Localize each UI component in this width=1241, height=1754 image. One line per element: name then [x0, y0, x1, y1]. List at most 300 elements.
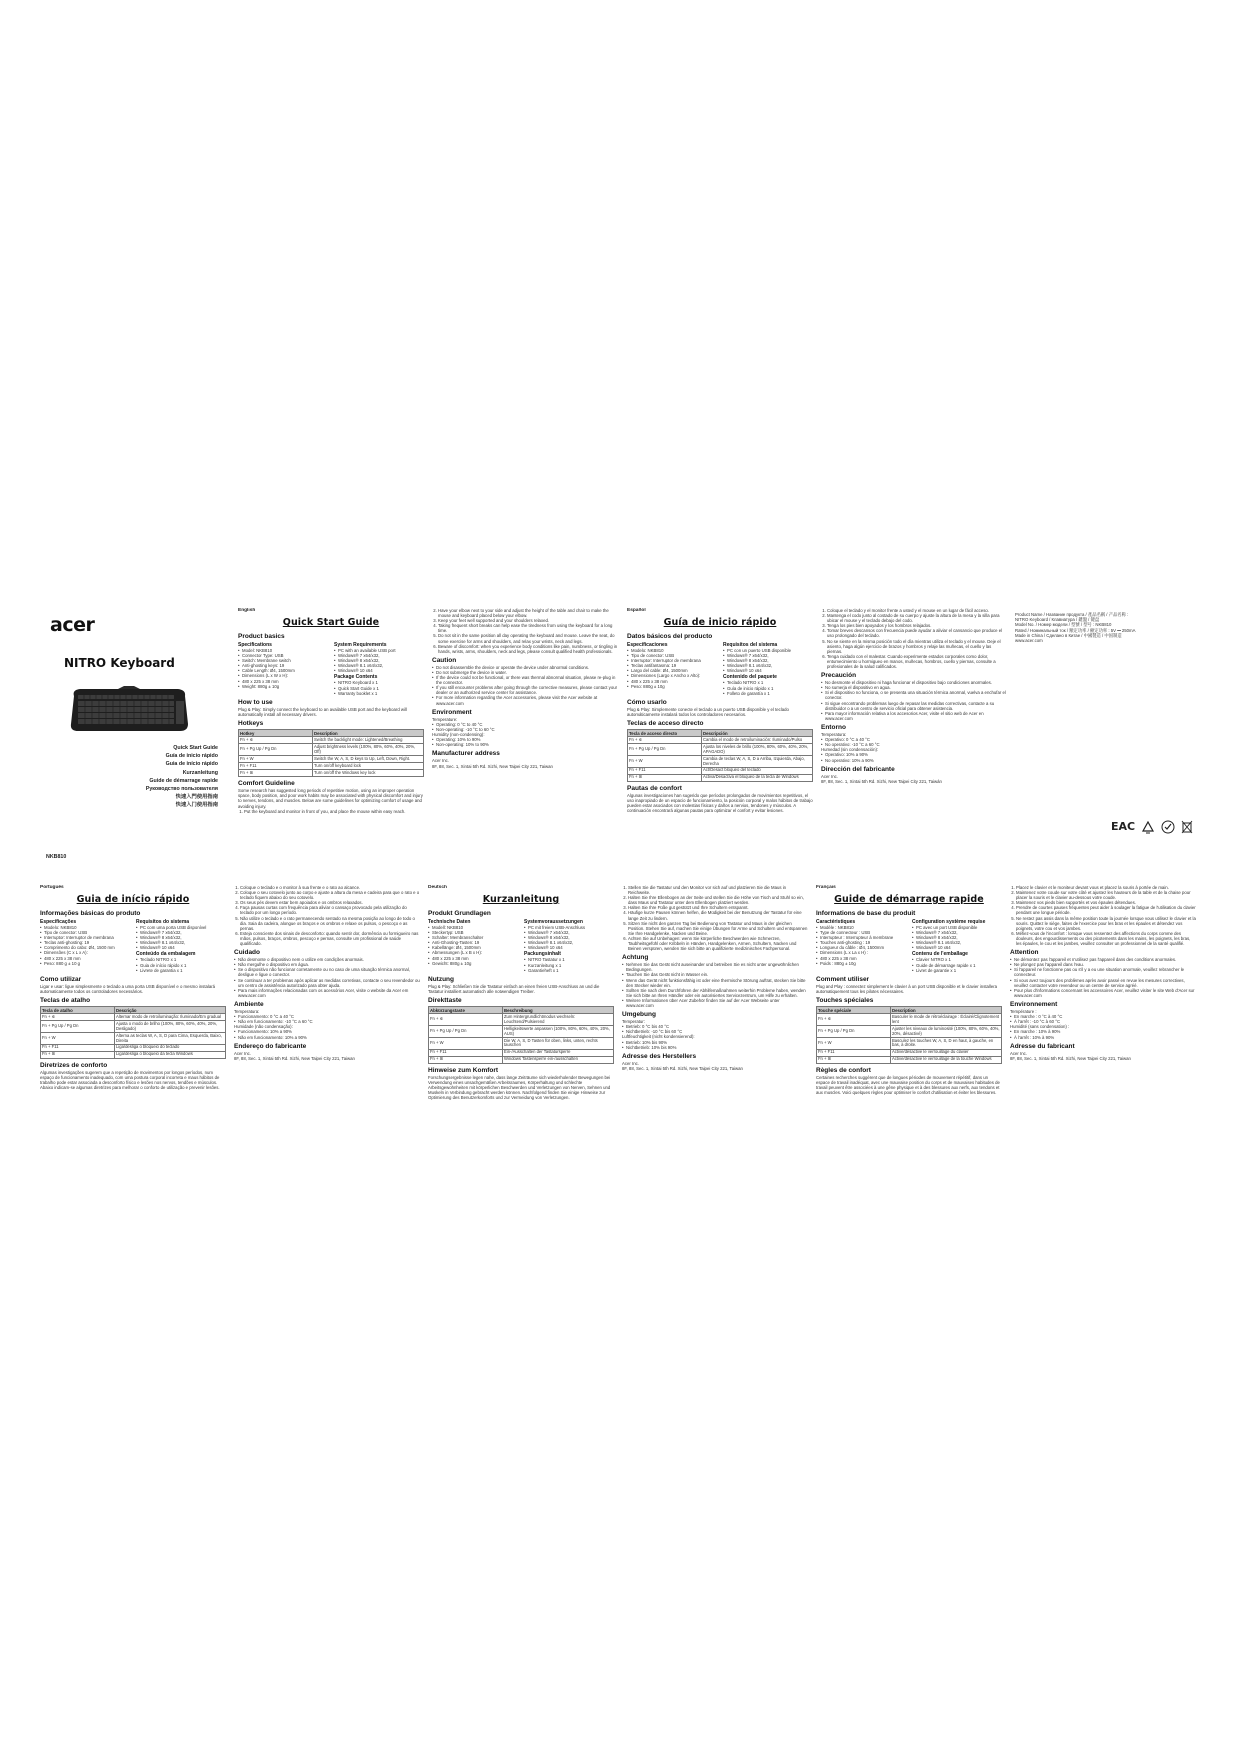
section-heading: Informações básicas do produto	[40, 910, 141, 917]
table-cell: Basculez les touches W, A, S, D en haut, à gauche, en bas, à droite.	[891, 1037, 1002, 1049]
list-item: • Interruptor: Interruptor de membrana	[40, 935, 130, 940]
list-item: • No operativo: -10 °C a 60 °C	[821, 742, 1007, 747]
list-item: • Betrieb: 10% bis 90%	[622, 1040, 808, 1045]
table-row	[628, 756, 813, 768]
table-cell: Fn + Pg Up / Pg Dn	[628, 744, 702, 756]
table-header: Abkürzungstaste	[429, 1007, 503, 1014]
sysreq-list	[723, 648, 813, 673]
table-cell: Fn + Pg Up / Pg Dn	[429, 1026, 503, 1038]
list-item: • Betrieb: 0 °C bis 40 °C	[622, 1024, 808, 1029]
list-item: • Windows® 10 x64	[912, 945, 1002, 950]
list-item: • Dimensiones (Largo x Ancho x Alto):	[627, 673, 717, 678]
table-row	[817, 1049, 1002, 1056]
environment-list	[432, 722, 618, 732]
table-row	[41, 1051, 226, 1058]
list-item: • Non-operating: 10% to 90%	[432, 742, 618, 747]
list-item: • Guia de início rápido x 1	[136, 963, 226, 968]
package-list	[524, 957, 614, 972]
manufacturer-address: Acer Inc. 8F, 88, Sec. 1, Xintai 5th Rd. Xizhi, New Taipei City 221, Taiwan	[1010, 1050, 1131, 1061]
list-item: • À l'arrêt : -10 °C à 60 °C	[1010, 1019, 1196, 1024]
paragraph: Certaines recherches suggèrent que de longues périodes de mouvement répétitif, dans un espace de travail inadéquat, avec une mauvaise position du corps et de mauvaises habitudes de travail peuvent être associées à une gêne physique et à des blessures aux nerfs, aux tendons et aux muscles. Voici quelques règles pour optimiser le confort d'utilisation et éviter les blessures.	[816, 1074, 1000, 1096]
section-heading: Comment utiliser	[816, 975, 870, 983]
environment-list	[622, 1040, 808, 1050]
language-label: English	[238, 608, 256, 613]
list-item: • Si vous avez toujours des problèmes après avoir passé en revue les mesures correctives, veuillez contacter votre revendeur ou un centre de service agréé.	[1010, 978, 1196, 988]
comfort-list	[622, 885, 808, 951]
list-item: 5. Do not sit in the same position all day operating the keyboard and mouse. Leave the seat, do some exercise for arms and shoulders, and relax your wrists, neck and legs.	[438, 633, 618, 643]
french-panel-2	[1010, 885, 1196, 1148]
section-heading: Comfort Guideline	[238, 780, 295, 788]
list-item: • Windows® 8 x64/x32,	[136, 935, 226, 940]
list-item: • Model: NKB810	[238, 648, 328, 653]
list-item: • Interrupteur : Interrupteur à membrane	[816, 935, 906, 940]
bottom-sheet	[40, 885, 1204, 1148]
package-list	[723, 680, 813, 695]
section-heading: Hinweise zum Komfort	[428, 1066, 499, 1074]
table-cell: Windows Tastensperre ein-/ausschalten	[503, 1056, 614, 1063]
paragraph: Temperatura:	[234, 1008, 260, 1014]
list-item: • Peso: 880g ± 10g	[627, 684, 717, 689]
language-label: Português	[40, 885, 64, 890]
list-item: • Dimensions (L x W x H):	[238, 673, 328, 678]
list-item: 4. Prendre de courtes pauses fréquentes peut aider à soulager la fatigue de l'utilisation du clavier pendant une longue période.	[1016, 905, 1196, 915]
list-item: • 480 x 225 x 38 mm	[816, 956, 906, 961]
list-item: • Nichtbetrieb: -10 °C bis 60 °C	[622, 1029, 808, 1034]
list-item: • Anti-Ghosting-Tasten: 19	[428, 940, 518, 945]
table-cell: Cambia el modo de retroiluminación: Iluminado/Pulso	[702, 737, 813, 744]
german-panel-2	[622, 885, 808, 1148]
table-row	[429, 1014, 614, 1026]
table-cell: Alterna as teclas W, A, S, D para Cima, Esquerda, Baixo, Direita	[115, 1033, 226, 1045]
spec-columns	[238, 641, 424, 696]
list-item: • 480 x 225 x 38 mm	[238, 679, 328, 684]
list-item: 4. Tomar breves descansos con frecuencia puede ayudar a aliviar el cansancio que produce el uso prolongado del teclado.	[827, 628, 1007, 638]
list-item: • Livrete de garantia x 1	[136, 968, 226, 973]
section-heading: Como utilizar	[40, 975, 82, 983]
list-item: • Operativo: 10% a 90%	[821, 752, 1007, 757]
table-cell: Fn + W	[817, 1037, 891, 1049]
list-item: • Se o dispositivo não funcionar corretamente ou no caso de uma situação térmica anormal, desligue e ligue o conector.	[234, 967, 420, 977]
guide-title: 快速入門使用指南	[175, 794, 218, 801]
table-header: Touche spéciale	[817, 1007, 891, 1014]
guide-title: Guía de inicio rápido	[663, 617, 777, 628]
portuguese-panel-2	[234, 885, 420, 1148]
caution-list	[1010, 957, 1196, 998]
list-item: 2. Maintenez votre coude sur votre côté et ajustez les hauteurs de la table et de la chaise pour placer la souris et le clavier au-dessous votre coude.	[1016, 890, 1196, 900]
table-cell: Fn + W	[41, 1033, 115, 1045]
hotkey-table	[428, 1006, 614, 1064]
list-item: • Windows® 8 x64/x32,	[912, 935, 1002, 940]
list-item: • Windows® 7 x64/x32,	[524, 930, 614, 935]
hotkey-table	[627, 729, 813, 782]
product-info-line: Rated / Номинальный ток / 額定功率 / 额定功率 : 5V ⎓ 250mA	[1015, 627, 1136, 633]
table-row	[817, 1056, 1002, 1063]
list-item: • Teclado NITRO x 1	[723, 680, 813, 685]
list-item: • Teclas antifantasma: 19	[627, 663, 717, 668]
list-item: 4. Häufige kurze Pausen können helfen, die Müdigkeit bei der Benutzung der Tastatur für eine lange Zeit zu lindern.	[628, 910, 808, 920]
guide-title: Quick Start Guide	[173, 745, 218, 751]
list-item: • Teclas anti-ghosting: 19	[40, 940, 130, 945]
list-item: • Dimensões (C x L x A):	[40, 950, 130, 955]
section-heading: Cómo usarlo	[627, 698, 667, 706]
table-cell: Fn + ✲	[429, 1014, 503, 1026]
list-item: 3. Keep your feet well supported and your shoulders relaxed.	[438, 618, 618, 623]
list-item: • Operating: 10% to 90%	[432, 737, 618, 742]
manufacturer-address: Acer Inc. 8F, 88, Sec. 1, Xintai 5th Rd. Xizhi, New Taipei City 221, Taiwan	[622, 1060, 743, 1072]
list-item: • Windows® 7 x64/x32,	[912, 930, 1002, 935]
list-item: • Funcionamento: 0 °C a 40 °C	[234, 1014, 420, 1019]
recycle-icon	[1141, 821, 1155, 834]
manufacturer-address: Acer Inc. 8F, 88, Sec. 1, Xintai 5th Rd. Xizhi, New Taipei City 221, Taiwán	[821, 773, 942, 784]
list-item: 4. Faça pausas curtas com frequência para aliviar o cansaço provocado pela utilização do teclado por um longo período.	[240, 905, 420, 915]
list-item: • PC con un puerto USB disponible	[723, 648, 813, 653]
table-row	[628, 744, 813, 756]
list-item: • Tipo de conector: USB	[627, 653, 717, 658]
table-header: Tecla de atalho	[41, 1007, 115, 1014]
section-heading: Direkttaste	[428, 997, 462, 1005]
list-item: • Windows® 8 x64/x32,	[334, 658, 424, 663]
list-item: • If the device could not be functional, or there was thermal abnormal situation, please re-plug in the connector.	[432, 675, 618, 685]
list-item: • 480 x 225 x 38 mm	[40, 956, 130, 961]
list-item: • Garantieheft x 1	[524, 968, 614, 973]
guide-title: Руководство пользователя	[145, 786, 218, 793]
table-cell: Fn + F11	[817, 1049, 891, 1056]
spec-columns	[428, 918, 614, 973]
table-cell: Fn + F11	[429, 1049, 503, 1056]
paragraph: Ligar e usar: ligue simplesmente o teclado a uma porta USB disponível e o mesmo instalará automaticamente todos os controladores necessários.	[40, 983, 216, 994]
list-item: • Tipo de conector: USB	[40, 930, 130, 935]
product-info-line: NITRO Keyboard / Клавиатура / 鍵盤 / 键盘	[1015, 617, 1100, 623]
comfort-list	[234, 885, 420, 946]
list-item: • Windows® 8 x64/x32,	[723, 658, 813, 663]
section-heading: Adresse des Herstellers	[622, 1052, 697, 1060]
table-cell: Ajuster les niveaux de luminosité (100%, 80%, 60%, 40%, 20%, désactivé)	[892, 1025, 1000, 1036]
sub-heading: Requisitos del sistema	[723, 642, 778, 648]
list-item: • Kurzanleitung x 1	[524, 963, 614, 968]
environment-list	[432, 737, 618, 747]
section-heading: Hotkeys	[238, 720, 264, 728]
table-row	[628, 774, 813, 781]
table-cell: Die W, A, S, D Tasten für oben, links, unten, rechts tauschen	[503, 1037, 614, 1049]
package-list	[912, 957, 1002, 972]
list-item: • Tauchen Sie das Gerät nicht in Wasser ein.	[622, 972, 808, 977]
table-cell: Liga/desliga o bloqueio do teclado	[115, 1044, 226, 1051]
guide-title-list	[146, 744, 218, 810]
list-item: 4. Taking frequent short breaks can help ease the tiredness from using the keyboard for a long time.	[438, 623, 618, 633]
section-heading: Dirección del fabricante	[821, 765, 895, 773]
list-item: • No sumerja el dispositivo en agua.	[821, 685, 1007, 690]
cover-panel	[40, 608, 226, 871]
list-item: 2. Halten Sie Ihre Ellenbogen an der Seite und stellen Sie die Höhe von Tisch und Stuhl so ein, dass Maus und Tastatur unter dem Ellenbogen platziert werden.	[628, 895, 808, 905]
product-title: NITRO Keyboard	[64, 656, 175, 670]
german-panel-1	[428, 885, 614, 1148]
table-row	[239, 737, 424, 744]
manufacturer-address: Acer Inc. 8F, 88, Sec. 1, Xintai 5th Rd. Xizhi, New Taipei City 221, Taiwan	[234, 1050, 355, 1061]
table-cell: Fn + F11	[628, 767, 702, 774]
paragraph: Some research has suggested long periods of repetitive motion, using an improper operation space, body position, and poor work habits may be associated with physical discomfort and injury to nerves, tendons, and muscles. Below are some guidelines for optimizing comfort of usage and avoiding injury.	[238, 788, 423, 809]
list-item: • PC mit freiem USB-Anschluss	[524, 925, 614, 930]
list-item: • No desmonte el dispositivo ni haga funcionar el dispositivo bajo condiciones anormales.	[821, 680, 1007, 685]
section-heading: Teclas de atalho	[40, 997, 91, 1005]
table-row	[239, 763, 424, 770]
hotkey-table	[238, 729, 424, 777]
package-list	[136, 957, 226, 972]
environment-list	[234, 1014, 420, 1024]
table-row	[41, 1044, 226, 1051]
list-item: • Operativo: 0 °C a 40 °C	[821, 737, 1007, 742]
list-item: • Poids : 880g ± 10g	[816, 961, 906, 966]
section-heading: Cuidado	[234, 949, 260, 957]
list-item: • NITRO Keyboard x 1	[334, 680, 424, 685]
list-item: 6. Méfiez-vous de l'inconfort : lorsque vous ressentez des affections du corps comme des douleurs, des engourdissements ou des picotements dans les mains, les poignets, les bras, les épaules, le cou et les jambes, veuillez consulter un professionnel de la santé qualifié.	[1016, 931, 1196, 946]
list-item: 1. Placez le clavier et le moniteur devant vous et placez la souris à portée de main.	[1016, 885, 1196, 890]
section-heading: Umgebung	[622, 1011, 656, 1019]
list-item: • Modelo: NKB810	[627, 648, 717, 653]
list-item: • Guide de démarrage rapide x 1	[912, 963, 1002, 968]
section-heading: Produkt Grundlagen	[428, 910, 491, 917]
environment-list	[821, 737, 1007, 747]
paragraph: Luftfeuchtigkeit (nicht kondensierend):	[622, 1034, 695, 1040]
guide-title: 快速入门使用指南	[175, 802, 218, 809]
paragraph: Humidity (non-condensing):	[432, 731, 485, 737]
table-cell: Fn + Pg Up / Pg Dn	[41, 1021, 115, 1033]
spec-list	[627, 648, 717, 689]
table-row	[817, 1014, 1002, 1026]
list-item: • 480 x 225 x 38 mm	[627, 679, 717, 684]
list-item: • Windows® 8.1 x64/x32,	[136, 940, 226, 945]
table-cell: Switch the backlight mode: Lightened/Breathing	[313, 737, 424, 744]
list-item: • Dimensions (L x La x H) :	[816, 950, 906, 955]
table-cell: Fn + ⊞	[628, 774, 702, 781]
sysreq-list	[524, 925, 614, 950]
paragraph: Température :	[1010, 1008, 1037, 1014]
table-header: Description	[313, 730, 424, 737]
french-panel-1	[816, 885, 1002, 1148]
list-item: • Não desmonte o dispositivo nem o utilize em condições anormais.	[234, 957, 420, 962]
list-item: 5. No se siente en la misma posición todo el día mientras utiliza el teclado y el mouse. Deje el asiento, haga algún ejercicio de brazos y hombros y relaje las muñecas, el cuello y las piernas.	[827, 639, 1007, 654]
spec-columns	[40, 918, 226, 973]
sub-heading: Packungsinhalt	[524, 951, 561, 958]
table-row	[41, 1014, 226, 1021]
table-cell: Ein-/Ausschalten der Tastatursperre	[503, 1049, 614, 1056]
guide-title: Guide de démarrage rapide	[834, 894, 984, 905]
table-cell: Fn + ⊞	[41, 1051, 115, 1058]
table-row	[429, 1056, 614, 1063]
environment-list	[1010, 1029, 1196, 1039]
table-row	[429, 1037, 614, 1049]
product-info-line: Model No. / Номер модели / 型號 / 型号 : NKB810	[1015, 622, 1112, 628]
list-item: • Modell: NKB810	[428, 925, 518, 930]
list-item: • Do not submerge the device in water.	[432, 670, 618, 675]
english-panel-2	[432, 608, 618, 871]
top-sheet	[40, 608, 1204, 871]
list-item: • Weitere Informationen über Acer Zubehör finden Sie auf der Acer Webseite unter www.acer.com	[622, 998, 808, 1008]
list-item: • Warranty booklet x 1	[334, 691, 424, 696]
list-item: • Peso: 880 g ± 10 g	[40, 961, 130, 966]
paragraph: Plug & Play: Schließen Sie die Tastatur einfach an einen freien USB-Anschluss an und die Tastatur installiert automatisch alle notwendigen Treiber.	[428, 983, 600, 994]
caution-list	[234, 957, 420, 998]
section-heading: How to use	[238, 698, 273, 706]
list-item: • Nichtbetrieb: 10% bis 90%	[622, 1045, 808, 1050]
list-item: 5. Não utilize o teclado e o rato permanecendo sentado na mesma posição ao longo de todo o dia. Saia da cadeira, alongue os braços e os ombros e relaxe os pulsos, o pescoço e as pernas.	[240, 916, 420, 931]
list-item: • Wenn das Gerät nicht funktionsfähig ist oder eine thermische Störung auftrat, stecken Sie bitte den Stecker wieder ein.	[622, 978, 808, 988]
list-item: • Clavier NITRO x 1	[912, 957, 1002, 962]
section-heading: Entorno	[821, 723, 846, 731]
spec-list	[40, 925, 130, 966]
list-item: • Não em funcionamento: 10% a 90%	[234, 1035, 420, 1040]
list-item: • Para mayor información relativa a los accesorios Acer, visite el sitio web de Acer en www.acer.com	[821, 711, 1007, 721]
sub-heading: Contenu de l'emballage	[912, 951, 968, 958]
guide-title: Kurzanleitung	[482, 894, 560, 905]
table-cell: Fn + ⊞	[817, 1056, 891, 1063]
list-item: • Modèle : NKB810	[816, 925, 906, 930]
paragraph: Humedad (sin condensación):	[821, 747, 879, 753]
table-row	[239, 756, 424, 763]
list-item: 6. Esteja consciente dos sinais de desconforto: quando sentir dor, dormência ou formigueiro nas mãos, pulsos, braços, ombros, pescoço e pernas, consulte um profissional de saúde qualificado.	[240, 931, 420, 946]
list-item: • Nehmen Sie das Gerät nicht auseinander und betreiben Sie es nicht unter ungewöhnlichen Bedingungen.	[622, 962, 808, 972]
guide-title: Guía de inicio rápido	[165, 753, 218, 760]
section-heading: Nutzung	[428, 975, 454, 983]
list-item: • Pour plus d'informations concernant les accessoires Acer, veuillez visiter le site Web d'Acer sur www.acer.com	[1010, 988, 1196, 998]
acer-logo: acer	[50, 614, 95, 636]
list-item: • Windows® 7 x64/x32,	[334, 653, 424, 658]
product-info-line: Product Name / Название продукта / 產品名稱 / 产品名称 :	[1015, 612, 1129, 617]
table-cell: Fn + W	[239, 756, 313, 763]
list-item: • Steckertyp: USB	[428, 930, 518, 935]
spec-list	[238, 648, 328, 689]
table-header: Tecla de acceso directo	[628, 730, 702, 737]
list-item: • Kabellänge: Ø4, 1500mm	[428, 945, 518, 950]
list-item: • Windows® 8.1 x64/x32,	[524, 940, 614, 945]
list-item: • Ne plongez pas l'appareil dans l'eau.	[1010, 962, 1196, 967]
spec-columns	[816, 918, 1002, 973]
paragraph: Plug & Play: Simplemente conecte el teclado a un puerto USB disponible y el teclado automáticamente instalará todos los controladores necesarios.	[627, 706, 789, 717]
caution-list	[432, 665, 618, 706]
list-item: • Funcionamento: 10% a 90%	[234, 1029, 420, 1034]
list-item: 5. Sitzen Sie nicht den ganzen Tag bei Bedienung von Tastatur und Maus in der gleichen Position. Stehen Sie auf, machen Sie einige Übungen für Arme und Schultern und entspannen Sie Ihre Handgelenke, Nacken und Beine.	[628, 921, 808, 936]
table-cell: Activa/Desactiva el bloqueo de la tecla de Windows	[702, 774, 813, 781]
section-heading: Règles de confort	[816, 1066, 871, 1074]
paragraph: Humidade (não condensação):	[234, 1024, 293, 1030]
table-cell: Fn + ✲	[239, 737, 313, 744]
sub-heading: Configuration système requise	[912, 919, 986, 925]
list-item: • Comprimento do cabo: Ø4, 1500 mm	[40, 945, 130, 950]
section-heading: Achtung	[622, 954, 649, 962]
table-cell: Fn + W	[628, 756, 702, 768]
list-item: 2. Coloque o seu cotovelo junto ao corpo e ajuste a altura da mesa e cadeira para que o rato e o teclado fiquem abaixo do seu cotovelo.	[240, 890, 420, 900]
caution-list	[821, 680, 1007, 721]
list-item: • PC with an available USB port	[334, 648, 424, 653]
sub-heading: Especificações	[40, 919, 77, 925]
list-item: • Folleto de garantía x 1	[723, 691, 813, 696]
list-item: • If you still encounter problems after going through the corrective measures, please contact your dealer or an authorized service center for assistance.	[432, 685, 618, 695]
section-heading: Teclas de acceso directo	[627, 720, 704, 728]
guide-title: Guia de início rápido	[76, 894, 190, 905]
table-row	[817, 1026, 1002, 1038]
list-item: • Livret de garantie x 1	[912, 968, 1002, 973]
list-item: • Do not disassemble the device or operate the device under abnormal conditions.	[432, 665, 618, 670]
list-item: 3. Tenga los pies bien apoyados y los hombros relajados.	[827, 623, 1007, 628]
list-item: 6. Achten Sie auf Unbehagen: wenn Sie körperliche Beschwerden wie Schmerzen, Taubheitsgefühl oder Kribbeln in Händen, Handgelenken, Armen, Schultern, Nacken und Beinen verspüren, wenden Sie sich bitte an qualifizierte medizinisches Fachpersonal.	[628, 936, 808, 951]
spanish-panel-1	[627, 608, 813, 871]
sub-heading: Conteúdo da embalagem	[136, 951, 196, 958]
list-item: • Windows® 8.1 x64/x32,	[723, 663, 813, 668]
list-item: • Teclado NITRO x 1	[136, 957, 226, 962]
table-row	[429, 1049, 614, 1056]
table-cell: Switch the W, A, S, D keys to Up, Left, Down, Right.	[313, 756, 424, 763]
list-item: • En marche : 10% à 90%	[1010, 1029, 1196, 1034]
comfort-list	[821, 608, 1007, 669]
table-header: Descripción	[702, 730, 813, 737]
table-cell: Active/désactive le verrouillage de la touche Windows	[891, 1056, 1002, 1063]
sub-heading: Requisitos do sistema	[136, 919, 190, 925]
weee-bin-icon	[1181, 820, 1193, 834]
table-cell: Helligkeitswerte anpassen (100%, 80%, 60%, 40%, 20%, AUS)	[503, 1026, 614, 1038]
list-item: 2. Mantenga el codo junto al costado de su cuerpo y ajuste la altura de la mesa y la silla para ubicar el mouse y el teclado debajo del codo.	[827, 613, 1007, 623]
list-item: 1. Coloque el teclado y el monitor frente a usted y el mouse en un lugar de fácil acceso.	[827, 608, 1007, 613]
section-heading: Diretrizes de conforto	[40, 1061, 108, 1069]
list-item: 5. Ne restez pas assis dans la même position toute la journée lorsque vous utilisez le clavier et la souris. Quittez le siège, faites de l'exercice pour les bras et les épaules et détendez vos poignets, votre cou et vos jambes.	[1016, 916, 1196, 931]
list-item: • Windows® 7 x64/x32,	[723, 653, 813, 658]
keyboard-image	[68, 686, 190, 733]
list-item: 1. Stellen Sie die Tastatur und den Monitor vor sich auf und platzieren Sie die Maus in Reichweite.	[628, 885, 808, 895]
comfort-list	[238, 809, 424, 814]
list-item: • Quick Start Guide x 1	[334, 686, 424, 691]
paragraph: Plug & Play: Simply connect the keyboard to an available USB port and the keyboard will automatically install all necessary drivers.	[238, 706, 407, 717]
list-item: • Windows® 7 x64/x32,	[136, 930, 226, 935]
language-label: Deutsch	[428, 885, 447, 890]
product-info-line: www.acer.com	[1015, 638, 1043, 644]
table-row	[628, 737, 813, 744]
sub-heading: Caractéristiques	[816, 919, 856, 925]
language-label: Español	[627, 608, 646, 613]
paragraph: Temperatura:	[821, 731, 847, 737]
guide-title: Guia de início rápido	[165, 761, 218, 768]
table-cell: Fn + ✲	[41, 1014, 115, 1021]
environment-list	[234, 1029, 420, 1039]
environment-list	[622, 1024, 808, 1034]
list-item: • Switch: Membrane switch	[238, 658, 328, 663]
list-item: • Não mergulhe o dispositivo em água.	[234, 962, 420, 967]
paragraph: Humidité (sans condensation) :	[1010, 1024, 1070, 1030]
table-row	[41, 1033, 226, 1045]
product-info-line: Made in China / Сделано в Китае / 中國製造 / 中国制造	[1015, 632, 1122, 638]
list-item: • Gewicht: 880g ± 10g	[428, 961, 518, 966]
list-item: • Windows® 8.1 x64/x32,	[334, 663, 424, 668]
table-cell: Zum Hintergrundlichtmodus wechseln: Leuchtend/Pulsierend	[503, 1014, 614, 1026]
list-item: • Si el dispositivo no funciona, o se presenta una situación térmica anormal, vuelva a enchufar el conector.	[821, 690, 1007, 700]
list-item: • Si sigue encontrando problemas luego de repasar las medidas correctivas, contacte a su distribuidor o a un centro de servicio oficial para obtener asistencia.	[821, 701, 1007, 711]
table-cell: Fn + W	[429, 1037, 503, 1049]
list-item: • Windows® 10 x64	[334, 668, 424, 673]
list-item: • Modelo: NKB810	[40, 925, 130, 930]
table-row	[41, 1021, 226, 1033]
table-cell: Turn on/off the Windows key lock	[313, 770, 424, 777]
list-item: • Type de connecteur : USB	[816, 930, 906, 935]
hotkey-table	[816, 1006, 1002, 1064]
list-item: • PC avec un port USB disponible	[912, 925, 1002, 930]
paragraph: Temperature:	[432, 716, 458, 722]
section-heading: Product basics	[238, 633, 285, 640]
list-item: • Weight: 880g ± 10g	[238, 684, 328, 689]
section-heading: Informations de base du produit	[816, 910, 916, 917]
hotkey-table	[40, 1006, 226, 1059]
table-cell: Adjust brightness levels (100%, 80%, 60%, 40%, 20%, Off)	[313, 744, 424, 756]
list-item: • Operating: 0 °C to 40 °C	[432, 722, 618, 727]
guide-title: Kurzanleitung	[182, 769, 218, 776]
package-list	[334, 680, 424, 695]
list-item: • Ne démontez pas l'appareil et n'utilisez pas l'appareil dans des conditions anormales.	[1010, 957, 1196, 962]
